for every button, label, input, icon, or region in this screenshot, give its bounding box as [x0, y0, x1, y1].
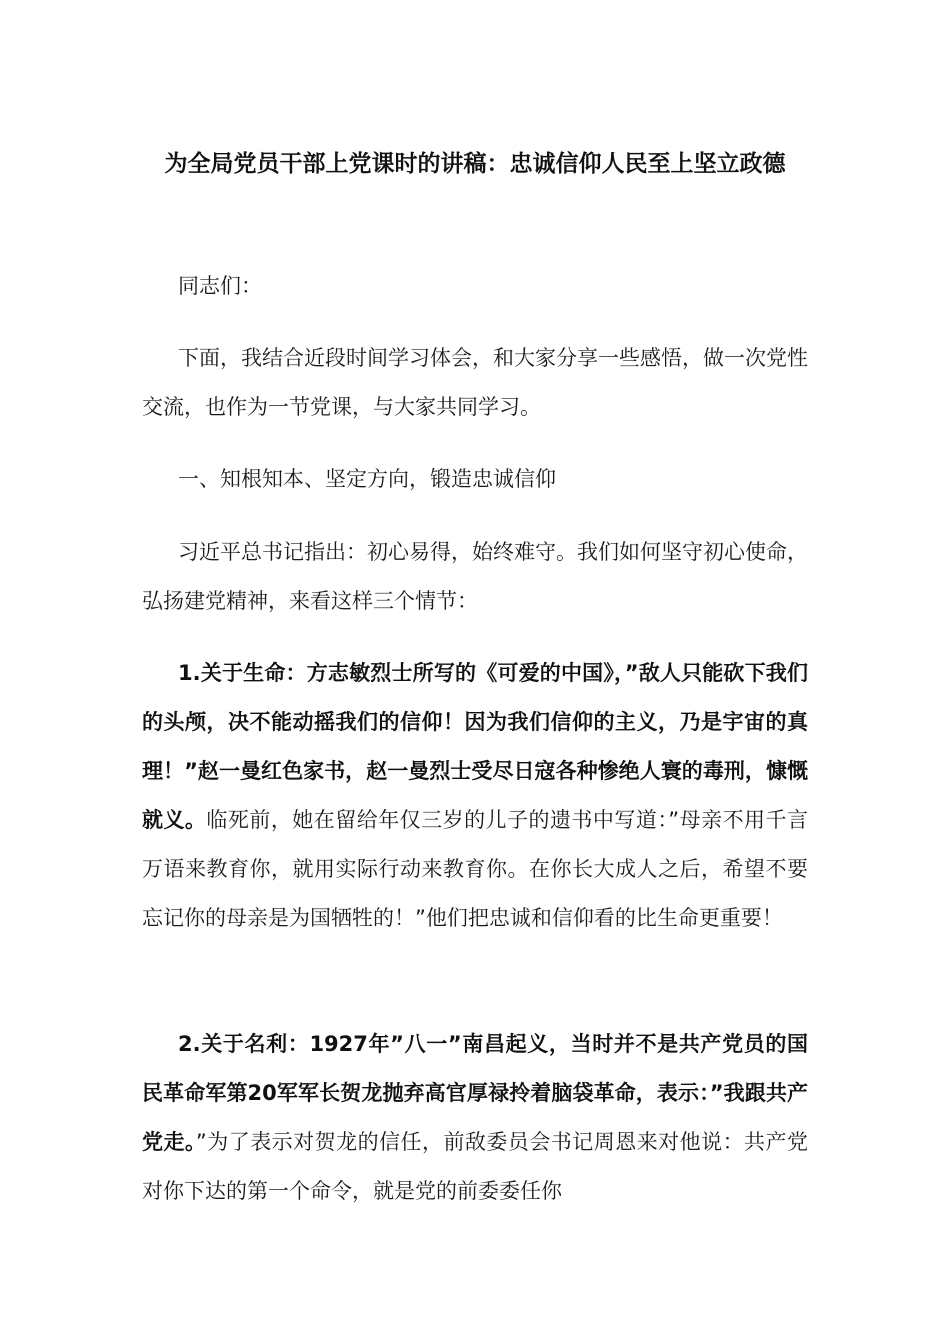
document-title: 为全局党员干部上党课时的讲稿：忠诚信仰人民至上坚立政德 — [164, 151, 786, 177]
greeting-paragraph: 同志们： — [178, 274, 262, 298]
item-2-paragraph — [142, 1020, 808, 1216]
item-1-text: 临死前，她在留给年仅三岁的儿子的遗书中写道：”母亲不用千言万语来教育你，就用实际行动来教育你。在你长大成人之后，希望不要忘记你的母亲是为国牺牲的！”他们把忠诚和信仰看的比生命更重要！ — [142, 808, 808, 930]
section-heading: 一、知根知本、坚定方向，锻造忠诚信仰 — [178, 467, 556, 491]
intro-paragraph: 下面，我结合近段时间学习体会，和大家分享一些感悟，做一次党性交流，也作为一节党课，与大家共同学习。 — [142, 346, 808, 419]
item-2-text: ”为了表示对贺龙的信任，前敌委员会书记周恩来对他说：共产党对你下达的第一个命令，就是党的前委委任你 — [142, 1130, 808, 1203]
item-1-paragraph — [142, 649, 808, 943]
section-intro-paragraph: 习近平总书记指出：初心易得，始终难守。我们如何坚守初心使命，弘扬建党精神，来看这样三个情节： — [142, 540, 808, 613]
item-2-bold-text: 2.关于名利：1927年”八一”南昌起义，当时并不是共产党员的国民革命军第20军军长贺龙抛弃高官厚禄拎着脑袋革命，表示：”我跟共产党走。 — [142, 1032, 808, 1154]
item-1-bold-text: 1.关于生命：方志敏烈士所写的《可爱的中国》，”敌人只能砍下我们的头颅，决不能动摇我们的信仰！因为我们信仰的主义，乃是宇宙的真理！”赵一曼红色家书，赵一曼烈士受尽日寇各种惨绝人寰的毒刑，慷慨就义。 — [142, 661, 808, 832]
